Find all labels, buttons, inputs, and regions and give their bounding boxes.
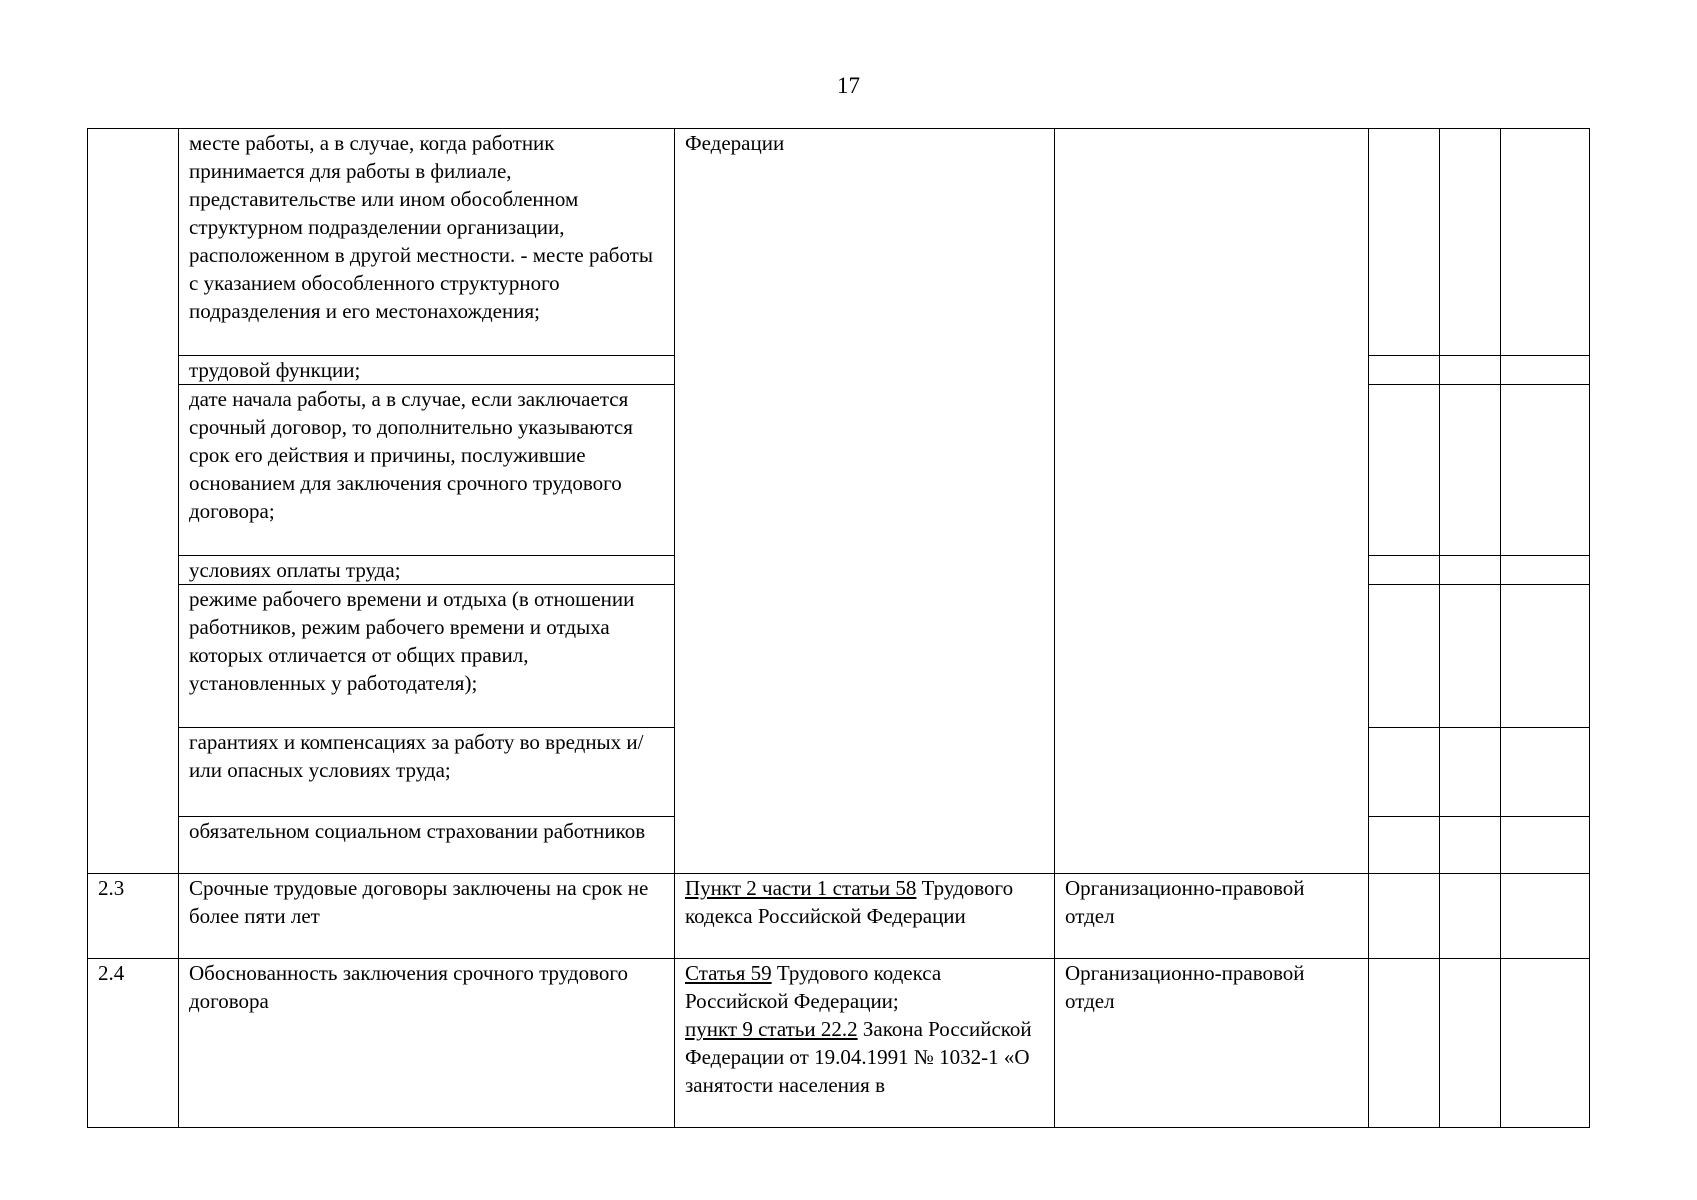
department-cell	[1055, 129, 1369, 874]
mark-no-cell	[1440, 129, 1501, 356]
mark-yes-cell	[1369, 585, 1440, 728]
legal-reference-link[interactable]: Статья 59	[685, 961, 772, 985]
table-row	[88, 874, 1590, 959]
mark-na-cell	[1501, 585, 1590, 728]
mark-no-cell	[1440, 728, 1501, 817]
question-cell: трудовой функции;	[179, 356, 675, 385]
mark-yes-cell	[1369, 129, 1440, 356]
basis-text: Закона Российской Федерации от 19.04.1991 № 1032-1 «О занятости населения в	[685, 1017, 1032, 1097]
mark-no-cell	[1440, 385, 1501, 556]
mark-na-cell	[1501, 817, 1590, 874]
mark-no-cell	[1440, 874, 1501, 959]
mark-na-cell	[1501, 129, 1590, 356]
mark-na-cell	[1501, 385, 1590, 556]
mark-no-cell	[1440, 556, 1501, 585]
mark-no-cell	[1440, 959, 1501, 1128]
question-cell: дате начала работы, а в случае, если заключается срочный договор, то дополнительно указываются срок его действия и причины, послужившие основанием для заключения срочного трудового договора;	[179, 385, 675, 556]
mark-yes-cell	[1369, 874, 1440, 959]
mark-na-cell	[1501, 356, 1590, 385]
mark-yes-cell	[1369, 959, 1440, 1128]
mark-na-cell	[1501, 874, 1590, 959]
checklist-table	[87, 128, 1590, 1128]
mark-yes-cell	[1369, 556, 1440, 585]
basis-text: Трудового кодекса Российской Федерации;	[685, 961, 942, 1013]
number-cell: 2.3	[88, 874, 179, 959]
question-cell: месте работы, а в случае, когда работник принимается для работы в филиале, представительстве или ином обособленном структурном подразделении организации, расположенном в другой местности. - месте работы с указанием обособленного структурного подразделения и его местонахождения;	[179, 129, 675, 356]
number-cell	[88, 129, 179, 874]
mark-no-cell	[1440, 356, 1501, 385]
number-cell: 2.4	[88, 959, 179, 1128]
mark-yes-cell	[1369, 356, 1440, 385]
mark-na-cell	[1501, 556, 1590, 585]
mark-yes-cell	[1369, 728, 1440, 817]
mark-na-cell	[1501, 728, 1590, 817]
mark-yes-cell	[1369, 385, 1440, 556]
mark-na-cell	[1501, 959, 1590, 1128]
basis-text: Трудового кодекса Российской Федерации	[685, 876, 1014, 928]
legal-reference-link[interactable]: пункт 9 статьи 22.2	[685, 1017, 858, 1041]
question-cell: гарантиях и компенсациях за работу во вредных и/или опасных условиях труда;	[179, 728, 675, 817]
department-cell: Организационно-правовой отдел	[1055, 959, 1369, 1128]
question-cell: Обоснованность заключения срочного трудового договора	[179, 959, 675, 1128]
basis-cell: Федерации	[675, 129, 1055, 874]
table-row	[88, 959, 1590, 1128]
table-row	[88, 129, 1590, 356]
department-cell: Организационно-правовой отдел	[1055, 874, 1369, 959]
mark-no-cell	[1440, 817, 1501, 874]
mark-no-cell	[1440, 585, 1501, 728]
question-cell: обязательном социальном страховании работников	[179, 817, 675, 874]
question-cell: режиме рабочего времени и отдыха (в отношении работников, режим рабочего времени и отдыха которых отличается от общих правил, установленных у работодателя);	[179, 585, 675, 728]
question-cell: условиях оплаты труда;	[179, 556, 675, 585]
legal-reference-link[interactable]: Пункт 2 части 1 статьи 58	[685, 876, 917, 900]
question-cell: Срочные трудовые договоры заключены на срок не более пяти лет	[179, 874, 675, 959]
mark-yes-cell	[1369, 817, 1440, 874]
page-number: 17	[837, 73, 860, 98]
basis-cell	[675, 874, 1055, 959]
basis-cell	[675, 959, 1055, 1128]
